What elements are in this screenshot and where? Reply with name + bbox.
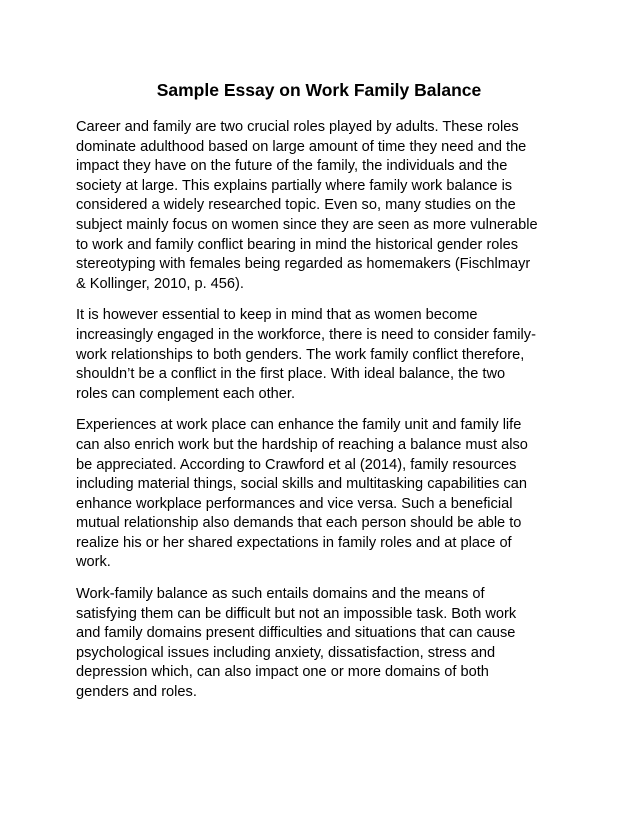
- text-line: and family domains present difficulties and situations that can cause: [76, 625, 516, 642]
- text-line: & Kollinger, 2010, p. 456).: [76, 275, 244, 292]
- text-line: shouldn’t be a conflict in the first place. With ideal balance, the two: [76, 366, 506, 383]
- text-line: be appreciated. According to Crawford et al (2014), family resources: [76, 456, 517, 473]
- text-line: mutual relationship also demands that each person should be able to: [76, 515, 522, 532]
- text-line: to work and family conflict bearing in mind the historical gender roles: [76, 236, 519, 253]
- text-line: including material things, social skills and multitasking capabilities can: [76, 476, 528, 493]
- text-line: Career and family are two crucial roles played by adults. These roles: [76, 119, 519, 135]
- text-line: roles can complement each other.: [76, 385, 296, 402]
- essay-body: [76, 118, 576, 715]
- paragraph-2: [76, 306, 576, 404]
- text-line: work.: [76, 554, 111, 571]
- text-line: impact they have on the future of the family, the individuals and the: [76, 158, 508, 175]
- paragraph-4: [76, 585, 576, 703]
- text-line: It is however essential to keep in mind that as women become: [76, 307, 478, 324]
- text-line: work relationships to both genders. The work family conflict therefore,: [76, 346, 525, 363]
- text-line: stereotyping with females being regarded as homemakers (Fischlmayr: [76, 256, 531, 273]
- text-line: subject mainly focus on women since they are seen as more vulnerable: [76, 216, 538, 233]
- text-line: can also enrich work but the hardship of reaching a balance must also: [76, 436, 528, 453]
- paragraph-1: [76, 118, 576, 294]
- essay-title: Sample Essay on Work Family Balance: [156, 80, 482, 100]
- text-line: realize his or her shared expectations in family roles and at place of: [76, 534, 512, 551]
- text-line: psychological issues including anxiety, dissatisfaction, stress and: [76, 644, 496, 661]
- text-line: depression which, can also impact one or more domains of both: [76, 664, 489, 681]
- text-line: Experiences at work place can enhance the family unit and family life: [76, 417, 522, 434]
- paragraph-3: [76, 416, 576, 573]
- text-line: dominate adulthood based on large amount of time they need and the: [76, 138, 527, 155]
- text-line: satisfying them can be difficult but not an impossible task. Both work: [76, 605, 517, 622]
- text-line: society at large. This explains partially where family work balance is: [76, 177, 513, 194]
- text-line: genders and roles.: [76, 684, 197, 701]
- text-line: enhance workplace performances and vice versa. Such a beneficial: [76, 495, 513, 512]
- text-line: increasingly engaged in the workforce, there is need to consider family-: [76, 326, 536, 343]
- text-line: Work-family balance as such entails domains and the means of: [76, 586, 485, 603]
- text-line: considered a widely researched topic. Even so, many studies on the: [76, 197, 516, 214]
